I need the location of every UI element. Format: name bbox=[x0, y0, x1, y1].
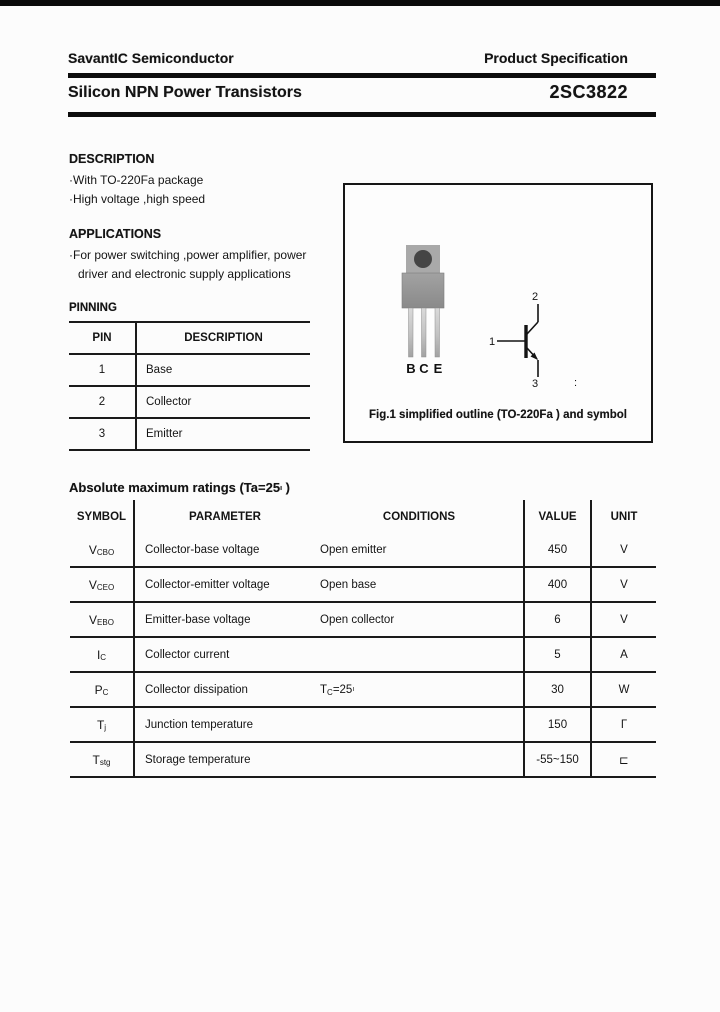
value-cell: 400 bbox=[523, 568, 590, 601]
symbol-cell bbox=[70, 568, 133, 601]
value-cell: 150 bbox=[523, 708, 590, 741]
symbol-cell bbox=[70, 638, 133, 671]
symbol-pin-number-2: 2 bbox=[531, 291, 539, 303]
parameter-cell: Collector-emitter voltage bbox=[133, 568, 315, 601]
to220-package-image bbox=[402, 245, 444, 376]
parameter-cell: Emitter-base voltage bbox=[133, 603, 315, 636]
value-column-header: VALUE bbox=[523, 500, 590, 533]
ratings-heading bbox=[69, 480, 290, 495]
value-cell: 450 bbox=[523, 533, 590, 566]
symbol-base: V bbox=[88, 577, 97, 592]
ratings-header-row bbox=[70, 500, 656, 533]
stray-colon-mark: : bbox=[574, 377, 578, 389]
symbol-subscript: C bbox=[100, 653, 107, 662]
symbol-base: T bbox=[92, 752, 100, 767]
unit-cell: V bbox=[590, 603, 656, 636]
scan-edge-band bbox=[0, 0, 720, 6]
degree-mark: ı bbox=[280, 485, 283, 492]
mounting-hole-icon bbox=[414, 250, 432, 268]
symbol-column-header: SYMBOL bbox=[76, 510, 127, 523]
unit-cell: A bbox=[590, 638, 656, 671]
pkg-pin-label-collector: C bbox=[419, 361, 429, 376]
symbol-cell bbox=[70, 533, 133, 566]
ratings-row bbox=[70, 638, 656, 673]
applications-line-1: ·For power switching ,power amplifier, power bbox=[69, 248, 307, 262]
symbol-cell bbox=[70, 673, 133, 706]
pin-column-header: PIN bbox=[92, 332, 112, 344]
page-title: Silicon NPN Power Transistors bbox=[68, 84, 302, 101]
symbol-subscript: CEO bbox=[96, 583, 115, 592]
parameter-cell: Storage temperature bbox=[133, 743, 315, 776]
cond-text: =25 bbox=[332, 683, 353, 696]
pin-number-cell: 1 bbox=[98, 364, 106, 376]
unit-cell: ⊏ bbox=[590, 743, 656, 776]
package-body bbox=[402, 273, 444, 308]
symbol-subscript: stg bbox=[99, 758, 111, 767]
ratings-heading-close: ) bbox=[282, 480, 290, 495]
ratings-row bbox=[70, 533, 656, 568]
symbol-cell bbox=[70, 603, 133, 636]
symbol-subscript: C bbox=[102, 688, 109, 697]
description-text bbox=[69, 171, 205, 209]
symbol-base: V bbox=[88, 542, 97, 557]
degree-mark: ı bbox=[352, 686, 355, 693]
package-lead bbox=[422, 308, 427, 357]
figure-box bbox=[343, 183, 653, 443]
applications-text bbox=[69, 246, 306, 284]
description-line-2: ·High voltage ,high speed bbox=[69, 192, 206, 206]
conditions-cell bbox=[315, 708, 523, 741]
parameter-column-header: PARAMETER bbox=[133, 500, 315, 533]
value-cell: 5 bbox=[523, 638, 590, 671]
pkg-pin-label-base: B bbox=[406, 361, 416, 376]
conditions-column-header: CONDITIONS bbox=[382, 510, 456, 523]
symbol-base: P bbox=[94, 682, 103, 697]
package-lead bbox=[435, 308, 440, 357]
pin-number-cell: 3 bbox=[98, 428, 106, 440]
cond-text: Open base bbox=[320, 578, 377, 591]
pin-desc-cell: Collector bbox=[135, 387, 310, 417]
header-rule-bottom bbox=[68, 112, 656, 117]
symbol-subscript: CBO bbox=[96, 548, 115, 557]
ratings-row bbox=[70, 708, 656, 743]
unit-cell: Γ bbox=[590, 708, 656, 741]
cond-text: Open collector bbox=[320, 613, 395, 626]
value-cell: -55~150 bbox=[523, 743, 590, 776]
symbol-base: I bbox=[96, 647, 101, 662]
pin-desc-cell: Base bbox=[135, 355, 310, 385]
unit-cell: W bbox=[590, 673, 656, 706]
ratings-heading-text: Absolute maximum ratings (Ta=25 bbox=[69, 480, 281, 495]
header-rule-top bbox=[68, 73, 656, 78]
ratings-row bbox=[70, 568, 656, 603]
part-number: 2SC3822 bbox=[549, 82, 628, 102]
conditions-cell bbox=[315, 533, 523, 566]
conditions-cell bbox=[315, 673, 523, 706]
pinning-header-row bbox=[69, 323, 310, 355]
description-line-1: ·With TO-220Fa package bbox=[69, 173, 204, 187]
ratings-row bbox=[70, 603, 656, 638]
pkg-pin-label-emitter: E bbox=[433, 361, 443, 376]
pin-desc-cell: Emitter bbox=[135, 419, 310, 449]
symbol-base: T bbox=[96, 717, 105, 732]
ratings-row bbox=[70, 743, 656, 778]
table-row bbox=[69, 419, 310, 451]
applications-heading: APPLICATIONS bbox=[69, 227, 162, 241]
unit-column-header: UNIT bbox=[590, 500, 656, 533]
conditions-cell bbox=[315, 743, 523, 776]
pinning-heading: PINNING bbox=[69, 302, 117, 314]
table-row bbox=[69, 387, 310, 419]
ratings-table bbox=[70, 500, 656, 778]
symbol-pin-number-3: 3 bbox=[531, 378, 539, 390]
cond-text: T bbox=[320, 683, 328, 696]
symbol-base: V bbox=[89, 612, 98, 627]
package-lead bbox=[409, 308, 414, 357]
figure-drawing bbox=[345, 185, 651, 441]
ratings-row bbox=[70, 673, 656, 708]
parameter-cell: Collector current bbox=[133, 638, 315, 671]
value-cell: 6 bbox=[523, 603, 590, 636]
symbol-cell bbox=[70, 708, 133, 741]
value-cell: 30 bbox=[523, 673, 590, 706]
symbol-pin-number-1: 1 bbox=[488, 336, 496, 348]
unit-cell: V bbox=[590, 568, 656, 601]
applications-line-2: driver and electronic supply applications bbox=[78, 267, 291, 281]
cond-text: Open emitter bbox=[320, 543, 387, 556]
symbol-subscript: EBO bbox=[97, 618, 114, 627]
doc-type-label: Product Specification bbox=[484, 50, 628, 66]
npn-transistor-symbol bbox=[497, 304, 538, 377]
company-name: SavantIC Semiconductor bbox=[68, 50, 234, 66]
parameter-cell: Junction temperature bbox=[133, 708, 315, 741]
figure-caption: Fig.1 simplified outline (TO-220Fa ) and symbol bbox=[369, 409, 627, 421]
conditions-cell bbox=[315, 568, 523, 601]
parameter-cell: Collector-base voltage bbox=[133, 533, 315, 566]
table-row bbox=[69, 355, 310, 387]
conditions-cell bbox=[315, 603, 523, 636]
description-heading: DESCRIPTION bbox=[69, 152, 155, 166]
symbol-cell bbox=[70, 743, 133, 776]
conditions-cell bbox=[315, 638, 523, 671]
parameter-cell: Collector dissipation bbox=[133, 673, 315, 706]
description-column-header: DESCRIPTION bbox=[135, 323, 310, 353]
symbol-subscript: j bbox=[104, 723, 107, 732]
pin-number-cell: 2 bbox=[98, 396, 106, 408]
cond-subscript: C bbox=[327, 688, 333, 697]
pinning-table bbox=[69, 321, 310, 451]
unit-cell: V bbox=[590, 533, 656, 566]
